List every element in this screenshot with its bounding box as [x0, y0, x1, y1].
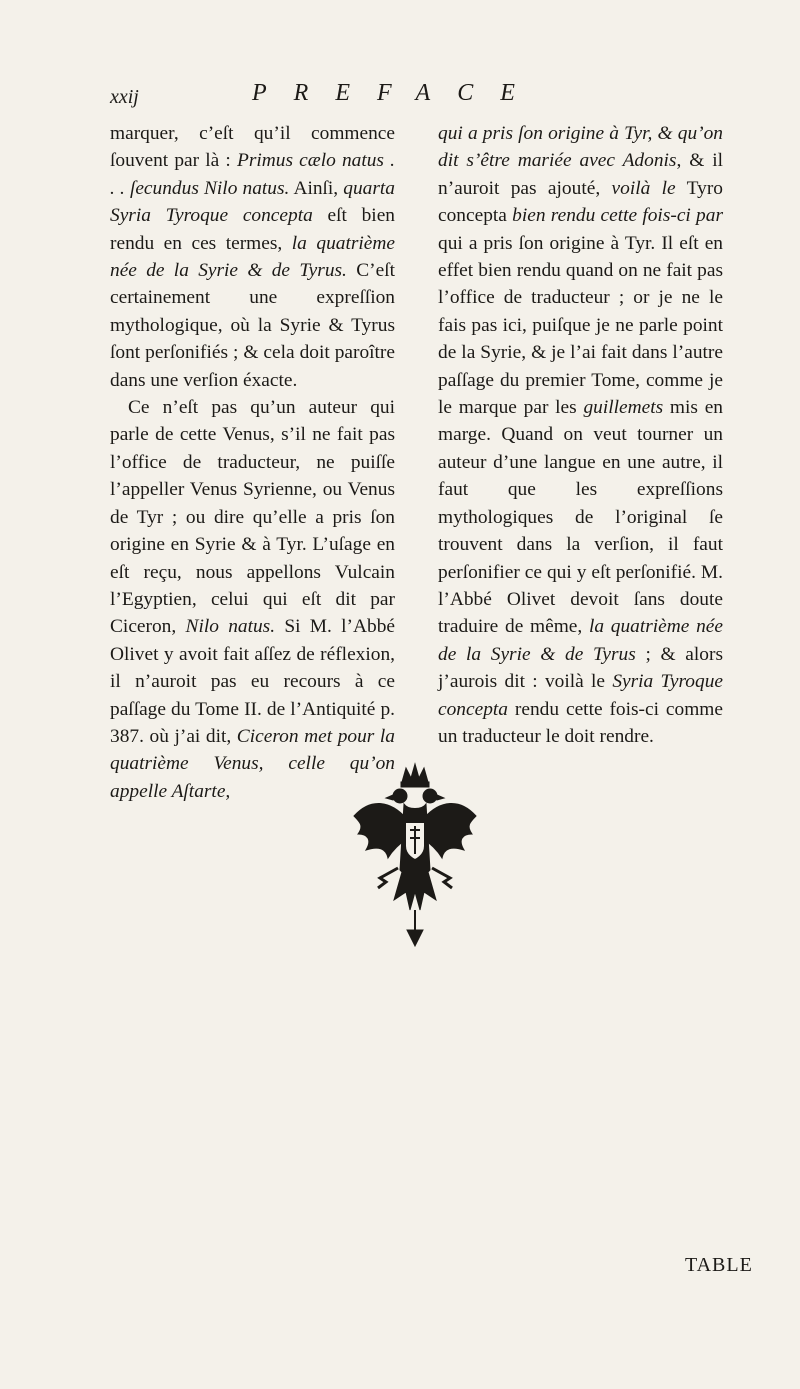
crowned-eagle-ornament-icon [350, 760, 480, 970]
text-run: quarta Syria Tyroque concepta [110, 177, 395, 227]
text-run: qui a pris ſon origine à Tyr. Il eſt en effet bien rendu quand on ne fait pas l’office de traducteur ; or je ne le fais pas ici, puiſque je ne parle point de la Syrie, & je l’ai fait dans l’autre paſſage du premier Tome, comme je le marque par les [438, 232, 723, 419]
text-run: Nilo natus. [185, 616, 276, 638]
text-run: Ce n’eſt pas qu’un auteur qui parle de cette Venus, s’il ne fait pas l’office de traducteur, ne puiſſe l’appeller Venus Syrienne, ou Venus de Tyr ; ou dire qu’elle a pris ſon origine en Syrie & à Tyr. L’uſage en eſt reçu, nous appellons Vulcain l’Egyptien, celui qui eſt dit par Ciceron, [110, 397, 395, 638]
text-run: Ainſi, [289, 177, 344, 199]
text-run: la quatrième née de la Syrie & de Tyrus. [110, 232, 395, 282]
right-column [438, 120, 723, 750]
text-run: rendu cette fois-ci comme un traducteur le doit rendre. [438, 698, 723, 747]
text-run: qui a pris ſon origine à Tyr, & qu’on dit s’être mariée avec Adonis [438, 123, 723, 172]
text-run: Tyro concepta [438, 177, 723, 227]
text-run: guillemets [583, 397, 664, 419]
left-paragraph-2 [110, 394, 395, 805]
text-run: bien rendu cette fois-ci par [512, 205, 723, 227]
text-run: , & il n’auroit pas ajouté, [438, 150, 723, 199]
running-head: PREFACE [252, 80, 542, 106]
catchword: TABLE [685, 1254, 753, 1276]
left-paragraph-1 [110, 120, 395, 394]
text-run: marquer, c’eſt qu’il commence ſouvent par là : [110, 123, 395, 172]
text-run: Primus cælo natus . . . ſecundus Nilo natus. [110, 150, 395, 199]
page-header [110, 80, 730, 110]
page-number: xxij [110, 86, 139, 108]
text-run: Ciceron met pour la quatrième Venus, celle qu’on appelle Aſtarte, [110, 725, 395, 802]
right-paragraph-1 [438, 120, 723, 750]
text-run: C’eſt certainement une expreſſion mythologique, où la Syrie & Tyrus ſont perſonifiés ; & cela doit paroître dans une verſion éxacte. [110, 260, 395, 391]
text-run: Si M. l’Abbé Olivet y avoit fait aſſez de réflexion, il n’auroit pas eu recours à ce paſſage du Tome II. de l’Antiquité p. 387. où j’ai dit, [110, 616, 395, 747]
left-column [110, 120, 395, 805]
text-run: eſt bien rendu en ces termes, [110, 205, 395, 254]
text-run: voilà le [611, 177, 676, 199]
text-run: Syria Tyroque concepta [438, 671, 724, 720]
text-run: la quatrième née de la Syrie & de Tyrus [438, 616, 723, 665]
text-run: ; & alors j’aurois dit : voilà le [438, 643, 723, 693]
text-run: mis en marge. Quand on veut tourner un auteur d’une langue en une autre, il faut que les expreſſions mythologiques de l’original ſe trouvent dans la verſion, il faut perſonifier ce qui y eſt perſonifié. M. l’Abbé Olivet devoit ſans doute traduire de même, [438, 397, 724, 638]
